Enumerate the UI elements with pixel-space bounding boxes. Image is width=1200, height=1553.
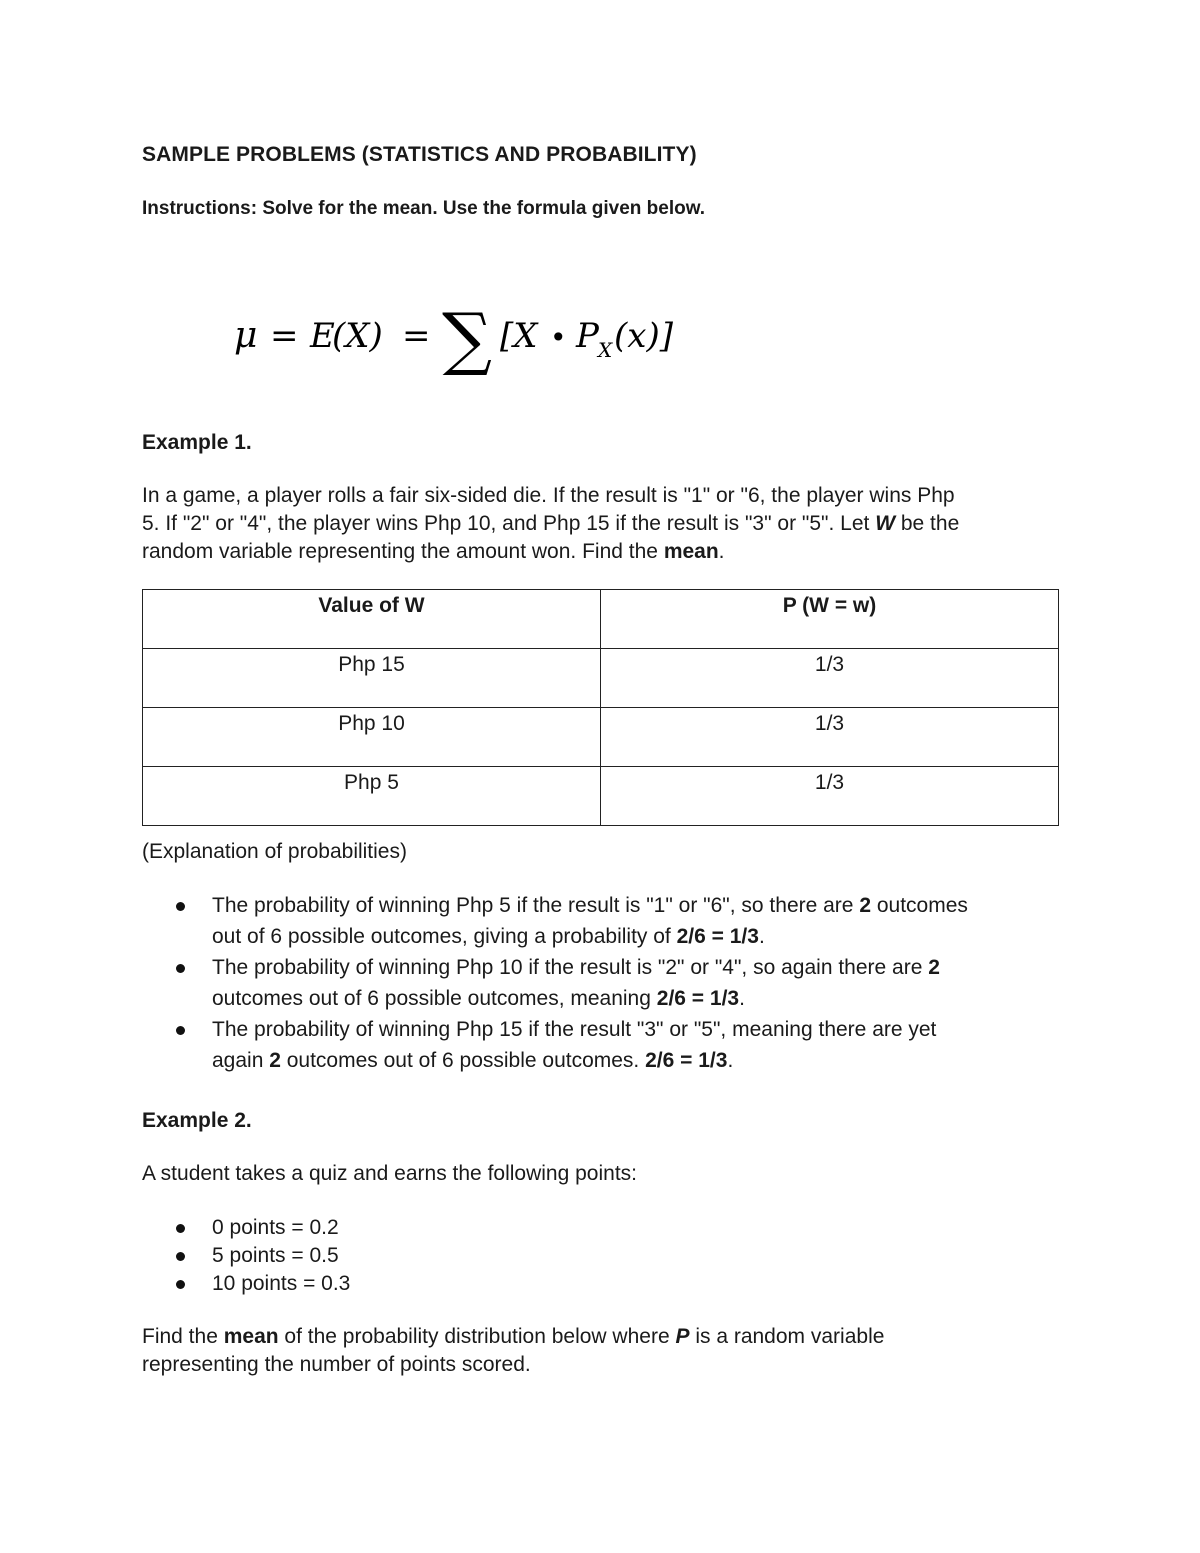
bullet-icon — [176, 1252, 185, 1261]
table-cell: Php 5 — [143, 767, 601, 826]
example2-line-2: representing the number of points scored. — [142, 1353, 531, 1376]
list-item: 0 points = 0.2 — [142, 1214, 742, 1242]
table-cell: Php 15 — [143, 649, 601, 708]
example1-line-3: random variable representing the amount won. Find the mean. — [142, 540, 725, 563]
table-row — [143, 708, 1059, 767]
table-row — [143, 649, 1059, 708]
table-header: P (W = w) — [601, 590, 1059, 649]
example1-line-2: 5. If "2" or "4", the player wins Php 10, and Php 15 if the result is "3" or "5". Let W be the — [142, 512, 960, 535]
list-item: The probability of winning Php 10 if the result is "2" or "4", so again there are 2 outcomes out of 6 possible outcomes, meaning 2/6 = 1/3. — [142, 952, 1072, 1014]
formula-dot: • — [550, 321, 567, 354]
formula-eq2: = — [402, 316, 431, 356]
bullet-icon — [176, 902, 185, 911]
list-item: The probability of winning Php 15 if the result "3" or "5", meaning there are yet again 2 outcomes out of 6 possible outcomes. 2/6 = 1/3. — [142, 1014, 1072, 1076]
formula-bracket: [X — [500, 316, 538, 356]
formula-svg — [232, 295, 702, 375]
formula-eq1: = — [270, 316, 299, 356]
example1-line-1: In a game, a player rolls a fair six-sided die. If the result is "1" or "6, the player wins Php — [142, 484, 955, 507]
table-cell: 1/3 — [601, 708, 1059, 767]
table-header-row — [143, 590, 1059, 649]
var-p: P — [675, 1325, 690, 1348]
example2-intro: A student takes a quiz and earns the following points: — [142, 1162, 637, 1185]
formula-x: (x)] — [614, 316, 673, 356]
var-w: W — [875, 512, 896, 535]
formula-e: E — [310, 316, 335, 356]
example2-heading: Example 2. — [142, 1109, 252, 1132]
explanation-list — [142, 890, 1072, 1076]
formula-sub: X — [598, 338, 613, 362]
mean-formula — [232, 295, 702, 375]
instructions: Instructions: Solve for the mean. Use the formula given below. — [142, 198, 706, 219]
points-list — [142, 1214, 742, 1298]
list-item: 10 points = 0.3 — [142, 1270, 742, 1298]
example2-line-1: Find the mean of the probability distribution below where P is a random variable — [142, 1325, 885, 1348]
example1-problem — [142, 482, 1082, 566]
table-cell: Php 10 — [143, 708, 601, 767]
table-header: Value of W — [143, 590, 601, 649]
distribution-table — [142, 589, 1059, 826]
formula-x1: (X) — [332, 316, 383, 356]
formula-mu: μ — [234, 315, 258, 356]
bullet-icon — [176, 964, 185, 973]
example1-heading: Example 1. — [142, 431, 252, 454]
example2-question — [142, 1323, 1082, 1379]
bullet-icon — [176, 1280, 185, 1289]
formula-sigma: ∑ — [442, 298, 492, 375]
bullet-icon — [176, 1224, 185, 1233]
formula-p: P — [576, 316, 599, 356]
list-item: The probability of winning Php 5 if the result is "1" or "6", so there are 2 outcomes out of 6 possible outcomes, giving a probability of 2/6 = 1/3. — [142, 890, 1072, 952]
page-title: SAMPLE PROBLEMS (STATISTICS AND PROBABILITY) — [142, 143, 697, 166]
explanation-label: (Explanation of probabilities) — [142, 840, 407, 863]
table-cell: 1/3 — [601, 767, 1059, 826]
bullet-icon — [176, 1026, 185, 1035]
table-row — [143, 767, 1059, 826]
table-cell: 1/3 — [601, 649, 1059, 708]
list-item: 5 points = 0.5 — [142, 1242, 742, 1270]
